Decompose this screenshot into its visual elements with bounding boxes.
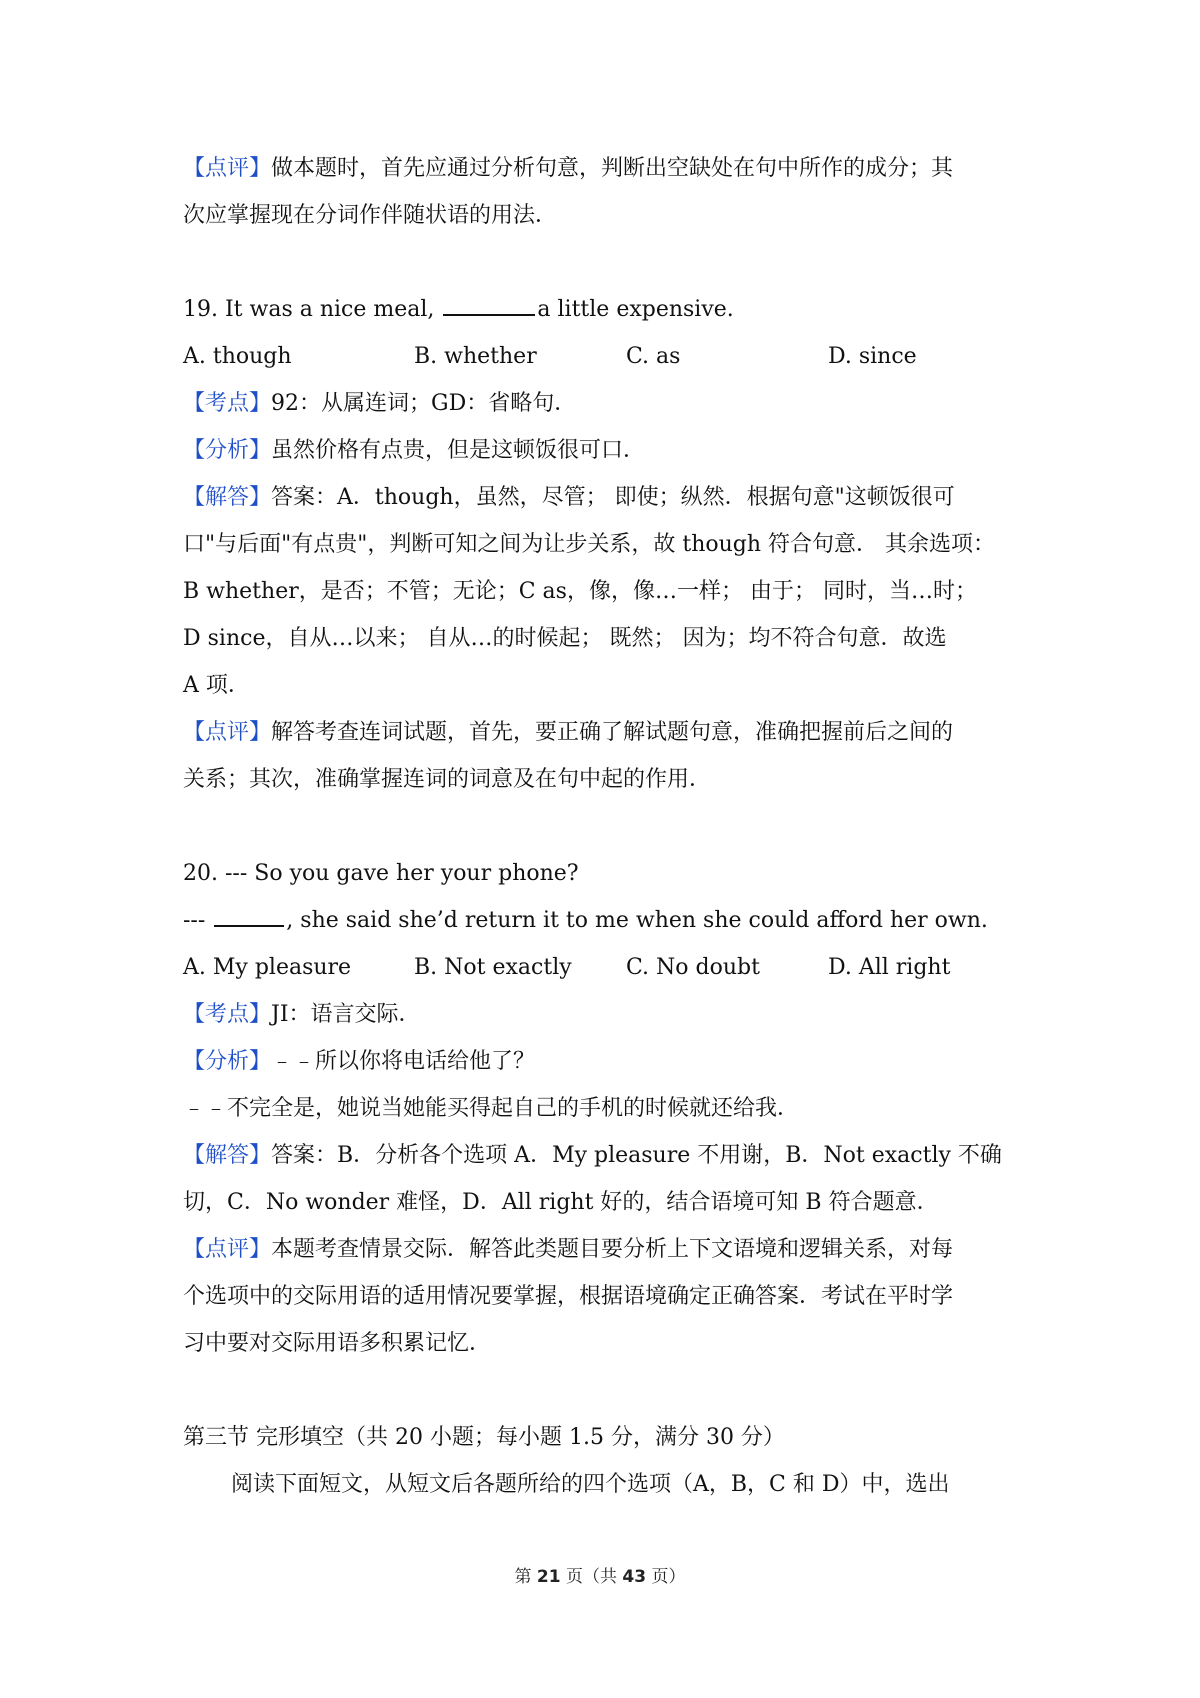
q20-fenxi-text-1: ﹣﹣所以你将电话给他了？ (271, 1049, 536, 1074)
q19-dianping-line-2: 关系；其次，准确掌握连词的词意及在句中起的作用． (183, 767, 712, 792)
dianping-tag: 【点评】 (183, 720, 272, 745)
footer-middle: 页（共 (560, 1567, 623, 1587)
section3-intro: 阅读下面短文，从短文后各题所给的四个选项（A，B，C 和 D）中，选出 (231, 1472, 950, 1497)
q19-fenxi-text: 虽然价格有点贵，但是这顿饭很可口． (271, 438, 646, 463)
q20-option-a: A. My pleasure (183, 955, 352, 980)
footer-total-pages: 43 (622, 1567, 647, 1587)
kaodian-tag: 【考点】 (183, 1002, 272, 1027)
q20-jieda-line-2: 切，C．No wonder 难怪，D．All right 好的，结合语境可知 B 符合题意． (183, 1190, 939, 1215)
q19-option-a: A. though (183, 344, 292, 369)
q20-kaodian-text: JI：语言交际． (271, 1002, 421, 1027)
q19-blank (443, 288, 535, 316)
jieda-tag: 【解答】 (183, 1143, 272, 1168)
q20-dianping-text-1: 本题考查情景交际．解答此类题目要分析上下文语境和逻辑关系，对每 (271, 1237, 954, 1262)
q19-fenxi (183, 427, 1026, 474)
q20-option-c: C. No doubt (626, 955, 760, 980)
q20-fenxi-line-1 (183, 1038, 1026, 1085)
q19-option-c: C. as (626, 344, 681, 369)
q20-stem2-after: , she said she’d return it to me when she could afford her own. (286, 908, 988, 933)
q20-dianping-line-3: 习中要对交际用语多积累记忆． (183, 1331, 492, 1356)
footer-suffix: 页） (646, 1567, 686, 1587)
q20-blank (214, 899, 284, 927)
q19-jieda-line-1 (183, 474, 1026, 521)
page-footer (0, 1562, 1200, 1587)
q19-stem (183, 286, 1026, 333)
q20-stem-1: 20. --- So you gave her your phone? (183, 861, 579, 886)
prev-dianping-text-1: 做本题时，首先应通过分析句意，判断出空缺处在句中所作的成分；其 (271, 156, 954, 181)
q20-option-b: B. Not exactly (414, 955, 572, 980)
jieda-tag: 【解答】 (183, 485, 272, 510)
q19-stem-after: a little expensive. (537, 297, 734, 322)
prev-dianping-line-2: 次应掌握现在分词作伴随状语的用法． (183, 203, 558, 228)
q19-jieda-line-4: D since，自从…以来； 自从…的时候起； 既然； 因为；均不符合句意．故选 (183, 626, 947, 651)
q20-kaodian (183, 991, 1026, 1038)
q20-stem-2 (183, 897, 1026, 944)
fenxi-tag: 【分析】 (183, 1049, 272, 1074)
q20-jieda-line-1 (183, 1132, 1026, 1179)
q20-jieda-text-1: 答案：B．分析各个选项 A．My pleasure 不用谢，B．Not exactly 不确 (271, 1143, 1002, 1168)
q19-dianping-line-1 (183, 709, 1026, 756)
q19-options (183, 333, 1026, 380)
dianping-tag: 【点评】 (183, 156, 272, 181)
q20-dianping-line-2: 个选项中的交际用语的适用情况要掌握，根据语境确定正确答案．考试在平时学 (183, 1284, 954, 1309)
prev-dianping-line-1 (183, 145, 1026, 192)
q20-dianping-line-1 (183, 1226, 1026, 1273)
spacer (183, 803, 1026, 850)
page-content (183, 145, 1026, 1508)
fenxi-tag: 【分析】 (183, 438, 272, 463)
q19-option-d: D. since (828, 344, 917, 369)
footer-prefix: 第 (514, 1567, 537, 1587)
section3-heading: 第三节 完形填空（共 20 小题；每小题 1.5 分，满分 30 分） (183, 1425, 785, 1450)
q19-option-b: B. whether (414, 344, 537, 369)
q20-option-d: D. All right (828, 955, 951, 980)
q19-jieda-line-3: B whether，是否；不管；无论；C as，像，像…一样； 由于； 同时，当…时； (183, 579, 977, 604)
q19-dianping-text-1: 解答考查连词试题，首先，要正确了解试题句意，准确把握前后之间的 (271, 720, 954, 745)
q19-stem-before: 19. It was a nice meal, (183, 297, 442, 322)
kaodian-tag: 【考点】 (183, 391, 272, 416)
footer-page-number: 21 (536, 1567, 561, 1587)
q19-jieda-text-1: 答案：A．though，虽然，尽管； 即使；纵然．根据句意"这顿饭很可 (271, 485, 955, 510)
spacer (183, 1367, 1026, 1414)
q19-jieda-line-2: 口"与后面"有点贵"，判断可知之间为让步关系，故 though 符合句意． 其余选项： (183, 532, 996, 557)
spacer (183, 239, 1026, 286)
q20-fenxi-line-2: ﹣﹣不完全是，她说当她能买得起自己的手机的时候就还给我． (183, 1096, 800, 1121)
q20-stem2-before: --- (183, 908, 213, 933)
dianping-tag: 【点评】 (183, 1237, 272, 1262)
q20-options (183, 944, 1026, 991)
q19-kaodian (183, 380, 1026, 427)
q19-kaodian-text: 92：从属连词；GD：省略句． (271, 391, 577, 416)
q19-jieda-line-5: A 项． (183, 673, 250, 698)
